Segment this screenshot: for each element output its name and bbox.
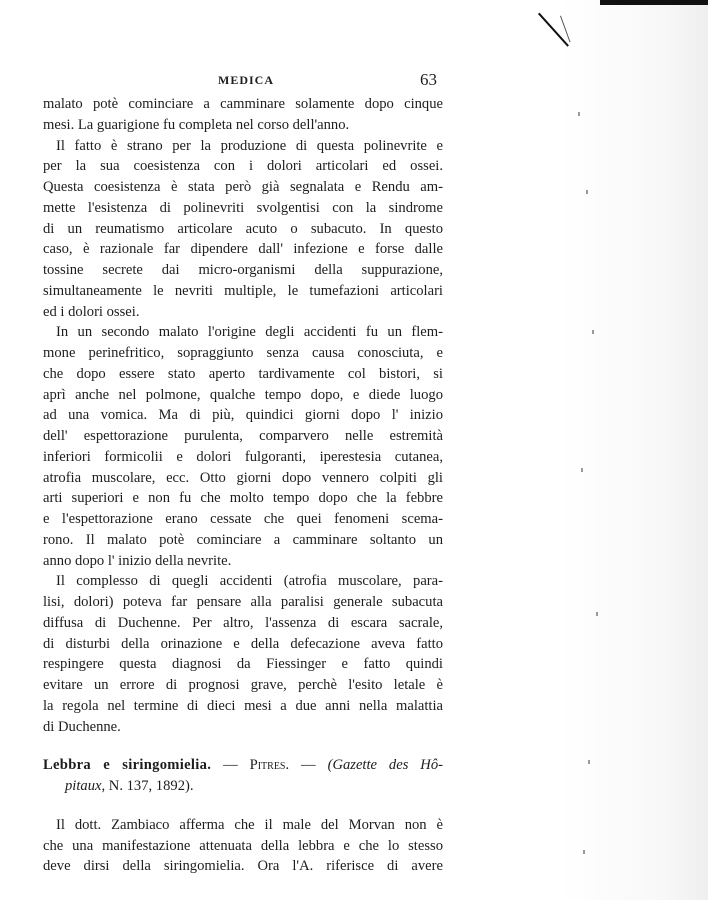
heading-dash: — [289, 757, 328, 774]
text-line: rono. Il malato potè cominciare a camminare soltanto un [43, 531, 443, 548]
paragraph [43, 94, 443, 136]
article-source: (Gazette des Hô- [327, 757, 444, 774]
article-heading [43, 755, 443, 797]
body-text [43, 94, 443, 877]
text-line: respingere questa diagnosi da Fiessinger e fatto quindi [43, 656, 443, 673]
article-source-ref: , N. 137, 1892). [101, 778, 194, 794]
section-gap [43, 737, 443, 755]
text-line: di disturbi della orinazione e della defecazione aveva fatto [43, 635, 443, 652]
heading-line [43, 755, 443, 776]
text-line: aprì anche nel polmone, qualche tempo dopo, e diede luogo [43, 386, 443, 403]
text-line: arti superiori e non fu che molto tempo dopo che la febbre [43, 490, 443, 507]
text-line: malato potè cominciare a camminare solamente dopo cinque [43, 96, 443, 112]
text-line: simultaneamente le nevriti multiple, le tumefazioni articolari [43, 282, 443, 299]
text-line: dell' espettorazione purulenta, comparvero nelle estremità [43, 428, 443, 444]
heading-dash: — [211, 757, 250, 774]
text-line: mesi. La guarigione fu completa nel corso dell'anno. [43, 116, 350, 133]
paragraph [43, 571, 443, 737]
text-line: deve dirsi della siringomielia. Ora l'A. riferisce di avere [43, 858, 443, 875]
text-line: mone perinefritico, sopraggiunto senza causa conosciuta, e [43, 345, 443, 361]
running-title: MEDICA [218, 73, 274, 87]
text-line: la regola nel termine di dieci mesi a due anni nella malattia [43, 697, 443, 714]
scan-speck [588, 760, 590, 764]
text-line: Il complesso di quegli accidenti (atrofia muscolare, para- [56, 573, 443, 590]
scan-speck [581, 468, 583, 472]
text-line: Il fatto è strano per la produzione di questa polinevrite e [56, 137, 443, 154]
text-line: anno dopo l' inizio della nevrite. [43, 552, 232, 569]
scan-edge-bar [600, 0, 708, 5]
section-gap [43, 797, 443, 815]
running-head [0, 72, 708, 92]
scan-speck [596, 612, 598, 616]
text-line: caso, è razionale far dipendere dall' infezione e forse dalle [43, 241, 443, 258]
scan-speck [592, 330, 594, 334]
text-line: atrofia muscolare, ecc. Otto giorni dopo vennero colpiti gli [43, 469, 443, 486]
paragraph [43, 322, 443, 571]
text-line: mette l'esistenza di polinevriti svolgentisi con la sindrome [43, 199, 443, 216]
paragraph [43, 136, 443, 323]
text-line: lisi, dolori) poteva far pensare alla paralisi generale subacuta [43, 594, 443, 610]
article-source-continued: pitaux [65, 778, 102, 794]
text-line: Questa coesistenza è stata però già segnalata e Rendu am- [43, 179, 443, 195]
paragraph [43, 815, 443, 877]
text-line: per la sua coesistenza con i dolori articolari ed ossei. [43, 158, 443, 175]
article-author: Pitres. [249, 757, 290, 774]
text-line: di Duchenne. [43, 718, 121, 735]
text-line: e l'espettorazione erano cessate che quei fenomeni scema- [43, 511, 443, 527]
text-line: che dopo essere stato aperto tardivamente col bistori, si [43, 365, 443, 382]
scan-speck [586, 190, 588, 194]
text-line: che una manifestazione attenuata della lebbra e che lo stesso [43, 837, 443, 854]
page-edge-shadow [560, 0, 708, 900]
text-line: evitare un errore di prognosi grave, perchè l'esito letale è [43, 677, 443, 693]
text-line: Il dott. Zambiaco afferma che il male del Morvan non è [56, 816, 443, 833]
scan-speck [578, 112, 580, 116]
text-line: diffusa di Duchenne. Per altro, l'assenza di escara sacrale, [43, 614, 443, 631]
scan-speck [583, 850, 585, 854]
page-number: 63 [420, 70, 437, 89]
text-line: di un reumatismo articolare acuto o subacuto. In questo [43, 220, 443, 237]
article-title: Lebbra e siringomielia. [43, 757, 212, 774]
text-line: tossine secrete dai micro-organismi della suppurazione, [43, 262, 443, 278]
text-line: ad una vomica. Ma di più, quindici giorni dopo l' inizio [43, 407, 443, 424]
heading-line [43, 776, 443, 797]
text-line: In un secondo malato l'origine degli accidenti fu un flem- [56, 324, 443, 341]
text-line: ed i dolori ossei. [43, 303, 140, 320]
text-line: inferiori formicolii e dolori fulgoranti, iperestesia cutanea, [43, 448, 443, 465]
